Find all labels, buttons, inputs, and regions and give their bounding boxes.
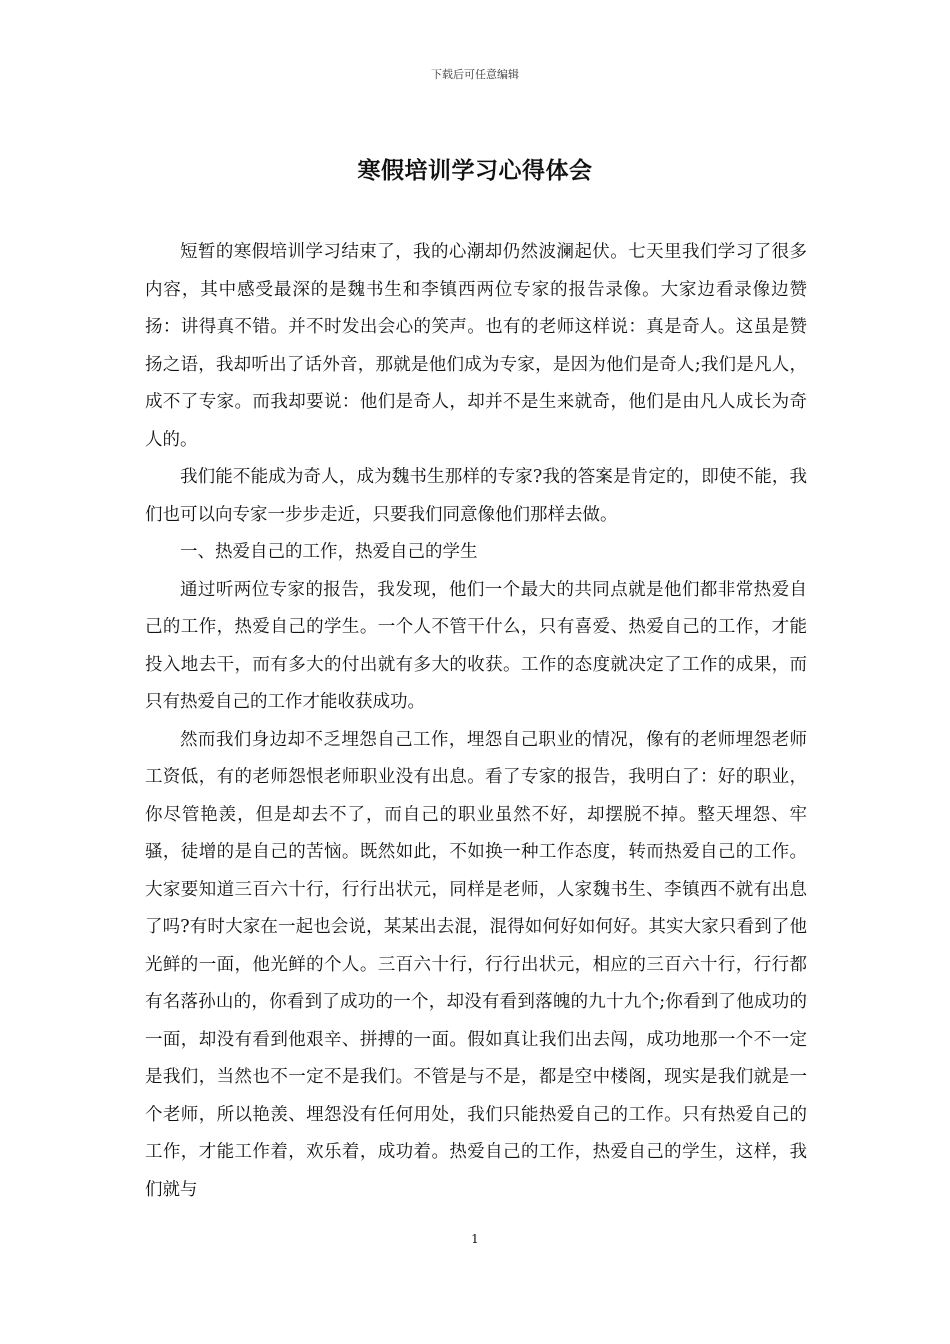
document-title: 寒假培训学习心得体会 (357, 157, 593, 184)
paragraph: 然而我们身边却不乏埋怨自己工作，埋怨自己职业的情况，像有的老师埋怨老师工资低，有的老师怨恨老师职业没有出息。看了专家的报告，我明白了：好的职业，你尽管艳羡，但是却去不了，而自己的职业虽然不好，却摆脱不掉。整天埋怨、牢骚，徒增的是自己的苦恼。既然如此，不如换一种工作态度，转而热爱自己的工作。大家要知道三百六十行，行行出状元，同样是老师，人家魏书生、李镇西不就有出息了吗?有时大家在一起也会说，某某出去混，混得如何好如何好。其实大家只看到了他光鲜的一面，他光鲜的个人。三百六十行，行行出状元，相应的三百六十行，行行都有名落孙山的，你看到了成功的一个，却没有看到落魄的九十九个;你看到了他成功的一面，却没有看到他艰辛、拼搏的一面。假如真让我们出去闯，成功地那一个不一定是我们，当然也不一定不是我们。不管是与不是，都是空中楼阁，现实是我们就是一个老师，所以艳羡、埋怨没有任何用处，我们只能热爱自己的工作。只有热爱自己的工作，才能工作着，欢乐着，成功着。热爱自己的工作，热爱自己的学生，这样，我们就与 (145, 729, 807, 1200)
paragraph: 我们能不能成为奇人，成为魏书生那样的专家?我的答案是肯定的，即使不能，我们也可以向专家一步步走近，只要我们同意像他们那样去做。 (145, 467, 807, 525)
page-number: 1 (471, 1232, 479, 1246)
paragraph: 通过听两位专家的报告，我发现，他们一个最大的共同点就是他们都非常热爱自己的工作，热爱自己的学生。一个人不管干什么，只有喜爱、热爱自己的工作，才能投入地去干，而有多大的付出就有多大的收获。工作的态度就决定了工作的成果，而只有热爱自己的工作才能收获成功。 (145, 579, 807, 712)
document-body (145, 234, 807, 1209)
header-note: 下载后可任意编辑 (431, 68, 519, 81)
section-heading: 一、热爱自己的工作，热爱自己的学生 (180, 542, 478, 562)
paragraph: 短暂的寒假培训学习结束了，我的心潮却仍然波澜起伏。七天里我们学习了很多内容，其中感受最深的是魏书生和李镇西两位专家的报告录像。大家边看录像边赞扬：讲得真不错。并不时发出会心的笑声。也有的老师这样说：真是奇人。这虽是赞扬之语，我却听出了话外音，那就是他们成为专家，是因为他们是奇人;我们是凡人，成不了专家。而我却要说：他们是奇人，却并不是生来就奇，他们是由凡人成长为奇人的。 (145, 242, 807, 450)
